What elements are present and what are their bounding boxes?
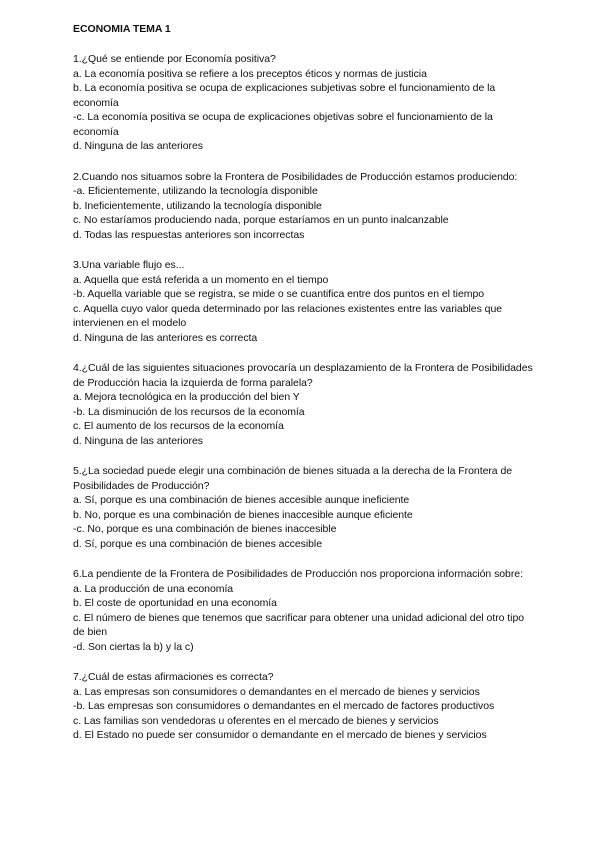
question-text: 5.¿La sociedad puede elegir una combinación de bienes situada a la derecha de la Frontera de Posibilidades de Producción? <box>73 465 513 492</box>
answer-option-d: -d. Son ciertas la b) y la c) <box>73 640 194 653</box>
answer-option-d: d. Todas las respuestas anteriores son incorrectas <box>73 228 305 241</box>
answer-option-b: b. El coste de oportunidad en una economía <box>73 597 277 609</box>
question-text: 4.¿Cuál de las siguientes situaciones provocaría un desplazamiento de la Frontera de Posibilidades de Producción hacia la izquierda de forma paralela? <box>73 362 533 389</box>
answer-option-c: c. El aumento de los recursos de la economía <box>73 420 284 432</box>
question-6 <box>73 567 533 654</box>
document-title: ECONOMIA TEMA 1 <box>73 23 171 35</box>
answer-option-c: c. Las familias son vendedoras u oferentes en el mercado de bienes y servicios <box>73 714 439 727</box>
answer-option-c: -c. La economía positiva se ocupa de explicaciones objetivas sobre el funcionamiento de la economía <box>73 111 493 138</box>
answer-option-d: d. Sí, porque es una combinación de bienes accesible <box>73 537 322 550</box>
answer-option-a: a. La economía positiva se refiere a los preceptos éticos y normas de justicia <box>73 67 427 80</box>
answer-option-c: -c. No, porque es una combinación de bienes inaccesible <box>73 523 337 535</box>
question-text: 2.Cuando nos situamos sobre la Frontera de Posibilidades de Producción estamos produciendo: <box>73 170 518 183</box>
answer-option-b: -b. Las empresas son consumidores o demandantes en el mercado de factores productivos <box>73 700 495 712</box>
question-7 <box>73 670 533 743</box>
answer-option-b: b. No, porque es una combinación de bienes inaccesible aunque eficiente <box>73 508 413 521</box>
answer-option-d: d. Ninguna de las anteriores es correcta <box>73 331 258 344</box>
question-1 <box>73 52 533 154</box>
answer-option-a: a. Aquella que está referida a un momento en el tiempo <box>73 273 329 286</box>
answer-option-b: -b. La disminución de los recursos de la economía <box>73 405 305 418</box>
answer-option-c: c. No estaríamos produciendo nada, porque estaríamos en un punto inalcanzable <box>73 214 449 226</box>
answer-option-a: a. Sí, porque es una combinación de bienes accesible aunque ineficiente <box>73 494 410 506</box>
question-text: 7.¿Cuál de estas afirmaciones es correcta? <box>73 671 274 683</box>
document-content <box>73 22 533 759</box>
answer-option-a: a. Mejora tecnológica en la producción del bien Y <box>73 391 300 403</box>
answer-option-a: a. La producción de una economía <box>73 582 234 595</box>
question-text: 3.Una variable flujo es... <box>73 259 185 271</box>
question-4 <box>73 361 533 448</box>
question-3 <box>73 258 533 345</box>
question-text: 6.La pendiente de la Frontera de Posibilidades de Producción nos proporciona información sobre: <box>73 568 523 580</box>
question-2 <box>73 170 533 243</box>
question-text: 1.¿Qué se entiende por Economía positiva? <box>73 53 276 65</box>
question-5 <box>73 464 533 551</box>
answer-option-b: b. Ineficientemente, utilizando la tecnología disponible <box>73 199 322 212</box>
answer-option-a: -a. Eficientemente, utilizando la tecnología disponible <box>73 185 318 197</box>
answer-option-b: -b. Aquella variable que se registra, se mide o se cuantifica entre dos puntos en el tiempo <box>73 288 485 300</box>
answer-option-a: a. Las empresas son consumidores o demandantes en el mercado de bienes y servicios <box>73 685 480 698</box>
answer-option-c: c. Aquella cuyo valor queda determinado por las relaciones existentes entre las variables que intervienen en el modelo <box>73 302 503 329</box>
answer-option-b: b. La economía positiva se ocupa de explicaciones subjetivas sobre el funcionamiento de la economía <box>73 82 496 109</box>
answer-option-d: d. Ninguna de las anteriores <box>73 434 203 447</box>
answer-option-c: c. El número de bienes que tenemos que sacrificar para obtener una unidad adicional del otro tipo de bien <box>73 611 525 638</box>
answer-option-d: d. Ninguna de las anteriores <box>73 140 203 152</box>
answer-option-d: d. El Estado no puede ser consumidor o demandante en el mercado de bienes y servicios <box>73 729 487 741</box>
